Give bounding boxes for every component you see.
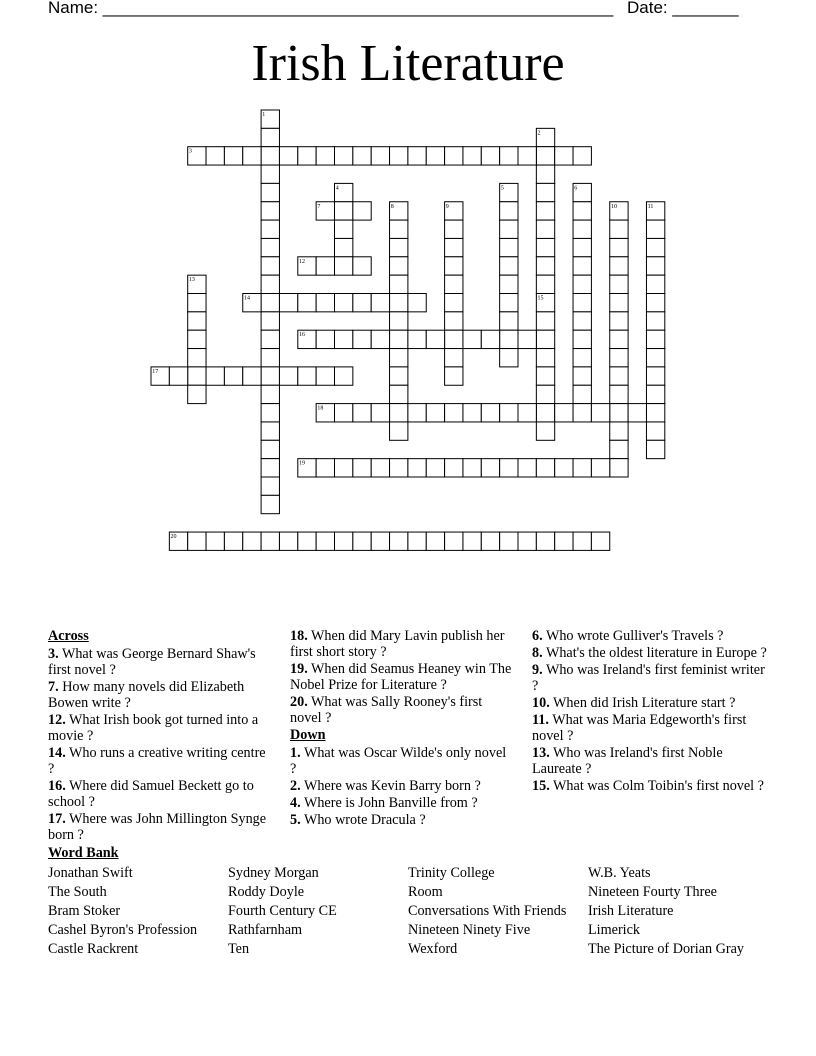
grid-cell[interactable] <box>335 330 353 348</box>
grid-cell[interactable] <box>335 202 353 220</box>
grid-cell[interactable] <box>536 165 554 183</box>
word-bank-column <box>48 864 228 959</box>
grid-cell[interactable] <box>536 202 554 220</box>
clue-number: 3 <box>188 148 192 155</box>
grid-cell[interactable] <box>646 330 664 348</box>
grid-cell[interactable] <box>261 220 279 238</box>
grid-cell[interactable] <box>573 220 591 238</box>
grid-cell[interactable] <box>408 459 426 477</box>
grid-cell[interactable] <box>335 404 353 422</box>
grid-cell[interactable] <box>610 275 628 293</box>
grid-cell[interactable] <box>610 422 628 440</box>
grid-cell[interactable] <box>261 128 279 146</box>
grid-cell[interactable] <box>188 385 206 403</box>
grid-cell[interactable] <box>279 532 297 550</box>
grid-cell[interactable] <box>646 422 664 440</box>
grid-cell[interactable] <box>224 147 242 165</box>
grid-cell[interactable] <box>261 532 279 550</box>
grid-cell[interactable] <box>261 385 279 403</box>
grid-cell[interactable] <box>316 147 334 165</box>
down-heading: Down <box>290 727 326 743</box>
grid-cell[interactable] <box>610 440 628 458</box>
grid-cell[interactable] <box>390 238 408 256</box>
grid-cell[interactable] <box>390 385 408 403</box>
clue-across-18: 18. When did Mary Lavin publish her first short story ? <box>290 628 505 660</box>
clue-number: 2 <box>537 130 541 137</box>
grid-cell[interactable] <box>445 257 463 275</box>
grid-cell[interactable] <box>298 294 316 312</box>
grid-cell[interactable] <box>353 202 371 220</box>
grid-cell[interactable] <box>298 532 316 550</box>
clue-across-20: 20. What was Sally Rooney's first novel ? <box>290 694 483 726</box>
grid-cell[interactable] <box>335 459 353 477</box>
word-bank-column <box>588 864 768 959</box>
grid-cell[interactable] <box>445 349 463 367</box>
grid-cell[interactable] <box>426 532 444 550</box>
clue-down-8: 8. What's the oldest literature in Europe ? <box>532 645 767 661</box>
grid-cell[interactable] <box>279 294 297 312</box>
grid-cell[interactable] <box>610 238 628 256</box>
clue-number: 7 <box>317 203 321 210</box>
grid-cell[interactable] <box>536 312 554 330</box>
clue-number: 5 <box>500 185 504 192</box>
grid-cell[interactable] <box>426 459 444 477</box>
grid-cell[interactable] <box>390 147 408 165</box>
clue-across-17: 17. Where was John Millington Synge born ? <box>48 811 267 843</box>
grid-cell[interactable] <box>261 275 279 293</box>
word-bank-item: Sydney Morgan <box>228 865 319 881</box>
clue-down-11: 11. What was Maria Edgeworth's first novel ? <box>532 712 747 744</box>
grid-cell[interactable] <box>316 532 334 550</box>
word-bank-item: Nineteen Fourty Three <box>588 883 717 900</box>
grid-cell[interactable] <box>536 220 554 238</box>
grid-cell[interactable] <box>371 147 389 165</box>
grid-cell[interactable] <box>261 183 279 201</box>
grid-cell[interactable] <box>555 459 573 477</box>
grid-cell[interactable] <box>335 367 353 385</box>
grid-cell[interactable] <box>316 294 334 312</box>
grid-cell[interactable] <box>224 367 242 385</box>
grid-cell[interactable] <box>536 349 554 367</box>
clue-down-15: 15. What was Colm Toibin's first novel ? <box>532 778 764 794</box>
grid-cell[interactable] <box>390 367 408 385</box>
grid-cell[interactable] <box>518 147 536 165</box>
grid-cell[interactable] <box>371 459 389 477</box>
grid-cell[interactable] <box>261 165 279 183</box>
grid-cell[interactable] <box>390 422 408 440</box>
clue-down-9: 9. Who was Ireland's first feminist writer ? <box>532 662 765 694</box>
grid-cell[interactable] <box>390 532 408 550</box>
grid-cell[interactable] <box>390 257 408 275</box>
grid-cell[interactable] <box>646 440 664 458</box>
grid-cell[interactable] <box>390 220 408 238</box>
grid-cell[interactable] <box>445 220 463 238</box>
grid-cell[interactable] <box>261 367 279 385</box>
grid-cell[interactable] <box>445 275 463 293</box>
grid-cell[interactable] <box>536 422 554 440</box>
grid-cell[interactable] <box>646 275 664 293</box>
clue-number: 9 <box>445 203 449 210</box>
grid-cell[interactable] <box>390 275 408 293</box>
grid-cell[interactable] <box>408 532 426 550</box>
grid-cell[interactable] <box>536 183 554 201</box>
clue-number: 8 <box>390 203 394 210</box>
grid-cell[interactable] <box>610 312 628 330</box>
grid-cell[interactable] <box>371 404 389 422</box>
clue-down-6: 6. Who wrote Gulliver's Travels ? <box>532 628 724 644</box>
grid-cell[interactable] <box>188 532 206 550</box>
grid-cell[interactable] <box>481 330 499 348</box>
grid-cell[interactable] <box>426 330 444 348</box>
grid-cell[interactable] <box>390 404 408 422</box>
grid-cell[interactable] <box>646 257 664 275</box>
clue-down-5: 5. Who wrote Dracula ? <box>290 812 426 828</box>
word-bank-item: Limerick <box>588 921 640 938</box>
grid-cell[interactable] <box>316 367 334 385</box>
word-bank-column <box>408 864 588 959</box>
clue-number: 10 <box>610 203 617 210</box>
grid-cell[interactable] <box>573 532 591 550</box>
clue-number: 6 <box>574 185 578 192</box>
grid-cell[interactable] <box>536 330 554 348</box>
grid-cell[interactable] <box>206 367 224 385</box>
grid-cell[interactable] <box>188 294 206 312</box>
word-bank-column <box>228 864 408 959</box>
clue-number: 19 <box>299 460 305 467</box>
grid-cell[interactable] <box>445 367 463 385</box>
clue-number: 12 <box>299 258 305 265</box>
grid-cell[interactable] <box>463 459 481 477</box>
word-bank-item: Cashel Byron's Profession <box>48 921 198 938</box>
grid-cell[interactable] <box>481 147 499 165</box>
clue-number: 11 <box>647 203 654 210</box>
grid-cell[interactable] <box>353 330 371 348</box>
grid-cell[interactable] <box>591 404 609 422</box>
grid-cell[interactable] <box>573 404 591 422</box>
grid-cell[interactable] <box>316 330 334 348</box>
grid-cell[interactable] <box>518 532 536 550</box>
clue-number: 4 <box>335 185 339 192</box>
grid-cell[interactable] <box>573 147 591 165</box>
grid-cell[interactable] <box>610 294 628 312</box>
grid-cell[interactable] <box>261 147 279 165</box>
grid-cell[interactable] <box>646 367 664 385</box>
grid-cell[interactable] <box>371 330 389 348</box>
grid-cell[interactable] <box>353 404 371 422</box>
grid-cell[interactable] <box>279 367 297 385</box>
grid-cell[interactable] <box>353 459 371 477</box>
across-heading: Across <box>48 628 89 644</box>
grid-cell[interactable] <box>408 330 426 348</box>
grid-cell[interactable] <box>646 238 664 256</box>
grid-cell[interactable] <box>261 459 279 477</box>
word-bank-item: The South <box>48 883 107 900</box>
grid-cell[interactable] <box>426 147 444 165</box>
word-bank-item: Conversations With Friends <box>408 902 567 919</box>
grid-cell[interactable] <box>555 404 573 422</box>
clue-across-7: 7. How many novels did Elizabeth Bowen write ? <box>48 679 245 711</box>
word-bank-item: Wexford <box>408 940 458 957</box>
grid-cell[interactable] <box>243 367 261 385</box>
grid-cell[interactable] <box>261 294 279 312</box>
grid-cell[interactable] <box>610 330 628 348</box>
grid-cell[interactable] <box>481 404 499 422</box>
clue-number: 16 <box>299 332 305 339</box>
grid-cell[interactable] <box>646 385 664 403</box>
grid-cell[interactable] <box>371 294 389 312</box>
grid-cell[interactable] <box>536 147 554 165</box>
grid-cell[interactable] <box>610 349 628 367</box>
grid-cell[interactable] <box>610 459 628 477</box>
grid-cell[interactable] <box>188 312 206 330</box>
clue-across-14: 14. Who runs a creative writing centre ? <box>48 745 266 777</box>
grid-cell[interactable] <box>169 367 187 385</box>
grid-cell[interactable] <box>335 257 353 275</box>
grid-cell[interactable] <box>536 238 554 256</box>
grid-cell[interactable] <box>536 404 554 422</box>
grid-cell[interactable] <box>573 312 591 330</box>
grid-cell[interactable] <box>646 220 664 238</box>
grid-cell[interactable] <box>445 404 463 422</box>
word-bank-item: Castle Rackrent <box>48 940 139 957</box>
grid-cell[interactable] <box>353 294 371 312</box>
grid-cell[interactable] <box>261 202 279 220</box>
grid-cell[interactable] <box>445 294 463 312</box>
grid-cell[interactable] <box>536 257 554 275</box>
grid-cell[interactable] <box>224 532 242 550</box>
clue-number: 1 <box>262 112 266 118</box>
grid-cell[interactable] <box>261 238 279 256</box>
clue-number: 14 <box>243 295 250 302</box>
word-bank-item: Fourth Century CE <box>228 902 337 919</box>
grid-cell[interactable] <box>206 532 224 550</box>
clue-across-19: 19. When did Seamus Heaney win The Nobel Prize for Literature ? <box>290 661 512 693</box>
grid-cell[interactable] <box>445 330 463 348</box>
grid-cell[interactable] <box>261 495 279 513</box>
grid-cell[interactable] <box>353 257 371 275</box>
word-bank-heading: Word Bank <box>48 845 119 861</box>
grid-cell[interactable] <box>390 330 408 348</box>
word-bank-item: Trinity College <box>408 865 495 881</box>
grid-cell[interactable] <box>555 147 573 165</box>
grid-cell[interactable] <box>500 238 518 256</box>
grid-cell[interactable] <box>500 275 518 293</box>
grid-cell[interactable] <box>500 294 518 312</box>
word-bank-item: Room <box>408 883 443 900</box>
clues-column-2 <box>290 628 516 829</box>
clue-down-2: 2. Where was Kevin Barry born ? <box>290 778 481 794</box>
page-title: Irish Literature <box>251 35 565 92</box>
grid-cell[interactable] <box>188 349 206 367</box>
grid-cell[interactable] <box>335 220 353 238</box>
grid-cell[interactable] <box>646 294 664 312</box>
grid-cell[interactable] <box>408 147 426 165</box>
grid-cell[interactable] <box>261 257 279 275</box>
grid-cell[interactable] <box>371 532 389 550</box>
grid-cell[interactable] <box>481 459 499 477</box>
grid-cell[interactable] <box>610 257 628 275</box>
grid-cell[interactable] <box>298 367 316 385</box>
grid-cell[interactable] <box>445 312 463 330</box>
grid-cell[interactable] <box>279 147 297 165</box>
grid-cell[interactable] <box>500 202 518 220</box>
grid-cell[interactable] <box>573 385 591 403</box>
grid-cell[interactable] <box>445 238 463 256</box>
clues-column-1 <box>48 628 274 844</box>
grid-cell[interactable] <box>463 404 481 422</box>
grid-cell[interactable] <box>500 349 518 367</box>
grid-cell[interactable] <box>573 367 591 385</box>
grid-cell[interactable] <box>261 349 279 367</box>
grid-cell[interactable] <box>445 147 463 165</box>
grid-cell[interactable] <box>408 404 426 422</box>
word-bank-item: Nineteen Ninety Five <box>408 921 531 938</box>
grid-cell[interactable] <box>261 312 279 330</box>
clue-number: 17 <box>152 368 159 375</box>
clue-number: 20 <box>170 534 177 541</box>
grid-cell[interactable] <box>536 532 554 550</box>
grid-cell[interactable] <box>536 385 554 403</box>
grid-cell[interactable] <box>500 532 518 550</box>
grid-cell[interactable] <box>463 147 481 165</box>
grid-cell[interactable] <box>445 532 463 550</box>
grid-cell[interactable] <box>610 367 628 385</box>
grid-cell[interactable] <box>573 330 591 348</box>
grid-cell[interactable] <box>610 385 628 403</box>
grid-cell[interactable] <box>261 440 279 458</box>
grid-cell[interactable] <box>261 422 279 440</box>
grid-cell[interactable] <box>536 275 554 293</box>
word-bank-item: Irish Literature <box>588 902 674 919</box>
word-bank-item: Bram Stoker <box>48 902 121 919</box>
grid-cell[interactable] <box>500 257 518 275</box>
word-bank-item: The Picture of Dorian Gray <box>588 940 745 957</box>
word-bank-item: Jonathan Swift <box>48 865 133 881</box>
clue-down-1: 1. What was Oscar Wilde's only novel ? <box>290 745 507 777</box>
grid-cell[interactable] <box>390 349 408 367</box>
clues-column-3 <box>532 628 768 795</box>
grid-cell[interactable] <box>573 202 591 220</box>
clue-down-10: 10. When did Irish Literature start ? <box>532 695 736 711</box>
clue-number: 13 <box>188 277 195 284</box>
grid-cell[interactable] <box>335 238 353 256</box>
grid-cell[interactable] <box>298 147 316 165</box>
grid-cell[interactable] <box>500 330 518 348</box>
grid-cell[interactable] <box>316 459 334 477</box>
grid-cell[interactable] <box>390 459 408 477</box>
grid-cell[interactable] <box>353 147 371 165</box>
name-field[interactable]: Name: ______________________________________________________ <box>48 0 614 17</box>
grid-cell[interactable] <box>353 532 371 550</box>
clue-number: 15 <box>537 295 544 302</box>
grid-cell[interactable] <box>628 404 646 422</box>
grid-cell[interactable] <box>500 312 518 330</box>
clue-number: 18 <box>317 405 324 412</box>
grid-cell[interactable] <box>408 294 426 312</box>
clue-across-12: 12. What Irish book got turned into a movie ? <box>48 712 259 744</box>
grid-cell[interactable] <box>646 312 664 330</box>
grid-cell[interactable] <box>463 532 481 550</box>
grid-cell[interactable] <box>243 532 261 550</box>
grid-cell[interactable] <box>536 367 554 385</box>
grid-cell[interactable] <box>646 349 664 367</box>
grid-cell[interactable] <box>390 312 408 330</box>
word-bank-item: Ten <box>228 940 250 957</box>
grid-cell[interactable] <box>518 459 536 477</box>
grid-cell[interactable] <box>206 147 224 165</box>
grid-cell[interactable] <box>555 532 573 550</box>
clue-down-4: 4. Where is John Banville from ? <box>290 795 478 811</box>
grid-cell[interactable] <box>610 220 628 238</box>
grid-cell[interactable] <box>463 330 481 348</box>
grid-cell[interactable] <box>573 257 591 275</box>
grid-cell[interactable] <box>316 257 334 275</box>
clue-across-16: 16. Where did Samuel Beckett go to school ? <box>48 778 254 810</box>
grid-cell[interactable] <box>646 404 664 422</box>
grid-cell[interactable] <box>426 404 444 422</box>
grid-cell[interactable] <box>536 459 554 477</box>
grid-cell[interactable] <box>390 294 408 312</box>
date-field[interactable]: Date: _______ <box>627 0 739 17</box>
grid-cell[interactable] <box>261 404 279 422</box>
grid-cell[interactable] <box>518 330 536 348</box>
grid-cell[interactable] <box>243 147 261 165</box>
grid-cell[interactable] <box>481 532 499 550</box>
grid-cell[interactable] <box>573 349 591 367</box>
grid-cell[interactable] <box>500 147 518 165</box>
grid-cell[interactable] <box>261 330 279 348</box>
clue-down-13: 13. Who was Ireland's first Noble Laureate ? <box>532 745 723 777</box>
grid-cell[interactable] <box>261 477 279 495</box>
grid-cell[interactable] <box>335 532 353 550</box>
grid-cell[interactable] <box>500 220 518 238</box>
grid-cell[interactable] <box>500 404 518 422</box>
word-bank-item: Rathfarnham <box>228 921 303 938</box>
grid-cell[interactable] <box>610 404 628 422</box>
grid-cell[interactable] <box>188 367 206 385</box>
grid-cell[interactable] <box>591 459 609 477</box>
grid-cell[interactable] <box>573 238 591 256</box>
grid-cell[interactable] <box>573 275 591 293</box>
grid-cell[interactable] <box>500 459 518 477</box>
grid-cell[interactable] <box>591 532 609 550</box>
grid-cell[interactable] <box>188 330 206 348</box>
clue-across-3: 3. What was George Bernard Shaw's first novel ? <box>48 646 256 678</box>
grid-cell[interactable] <box>573 459 591 477</box>
grid-cell[interactable] <box>335 294 353 312</box>
grid-cell[interactable] <box>445 459 463 477</box>
grid-cell[interactable] <box>335 147 353 165</box>
word-bank-item: W.B. Yeats <box>588 865 651 881</box>
grid-cell[interactable] <box>573 294 591 312</box>
word-bank-item: Roddy Doyle <box>228 883 305 900</box>
grid-cell[interactable] <box>518 404 536 422</box>
